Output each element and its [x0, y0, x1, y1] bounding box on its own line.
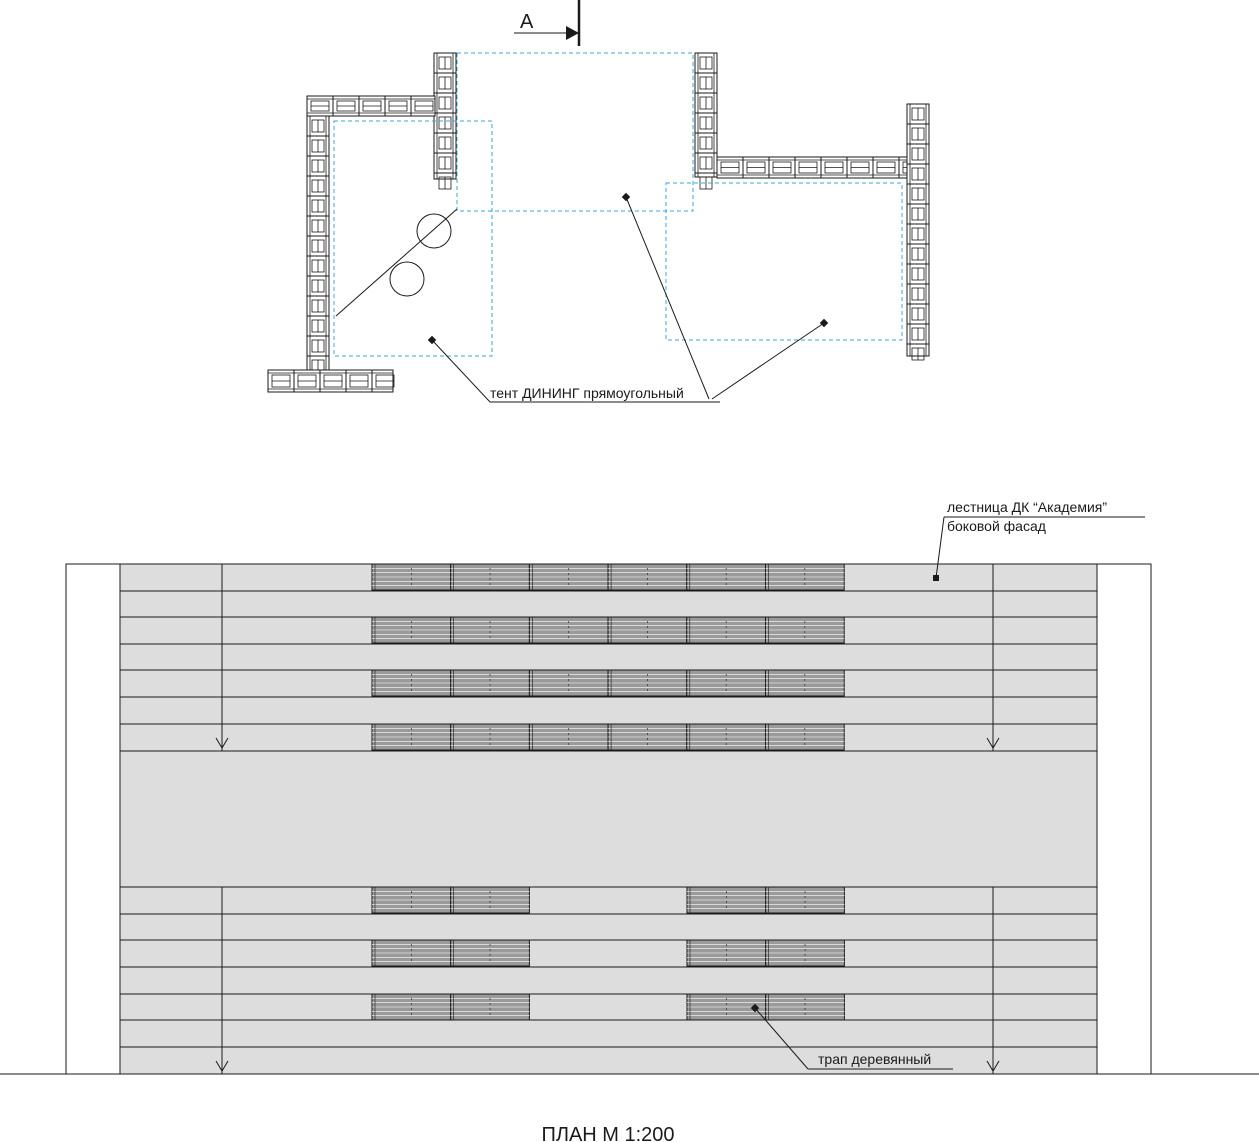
wooden-ramp-board	[687, 940, 766, 966]
wooden-ramp-board	[766, 670, 845, 696]
pallet-wall	[717, 157, 921, 178]
tent-label: тент ДИНИНГ прямоугольный	[490, 385, 684, 401]
wooden-ramp-board	[766, 724, 845, 750]
wooden-ramp-board	[372, 670, 451, 696]
pallet-wall	[695, 53, 717, 189]
table-circle	[390, 262, 424, 296]
wooden-ramp-board	[372, 617, 451, 643]
wooden-ramp-board	[529, 670, 608, 696]
plan-title: ПЛАН М 1:200	[541, 1124, 675, 1142]
pallet-wall	[907, 104, 929, 360]
tent-right	[666, 183, 902, 340]
stair-left-cheek	[66, 564, 120, 1074]
wooden-ramp-board	[529, 724, 608, 750]
wooden-ramp-board	[766, 564, 845, 590]
stair-label-line1: лестница ДК “Академия”	[947, 499, 1108, 515]
wooden-ramp-board	[372, 724, 451, 750]
pallet-wall	[307, 116, 329, 372]
tent-left	[334, 121, 492, 356]
ramp-label-text: трап деревянный	[818, 1051, 932, 1067]
wooden-ramp-board	[687, 564, 766, 590]
stair-plan	[66, 564, 1151, 1074]
wooden-ramp-board	[451, 994, 530, 1020]
wooden-ramp-board	[451, 670, 530, 696]
wooden-ramp-board	[529, 564, 608, 590]
wooden-ramp-board	[451, 617, 530, 643]
wooden-ramp-board	[608, 617, 687, 643]
stair-right-cheek	[1097, 564, 1151, 1074]
wooden-ramp-board	[451, 940, 530, 966]
wooden-ramp-board	[451, 724, 530, 750]
wooden-ramp-board	[608, 670, 687, 696]
wooden-ramp-board	[608, 724, 687, 750]
wooden-ramp-board	[372, 994, 451, 1020]
wooden-ramp-board	[451, 887, 530, 913]
pallet-walls	[268, 53, 929, 392]
wooden-ramp-board	[687, 670, 766, 696]
wooden-ramp-board	[372, 940, 451, 966]
wooden-ramp-board	[372, 564, 451, 590]
wooden-ramp-board	[687, 887, 766, 913]
stair-landing	[120, 751, 1097, 887]
pallet-wall	[434, 53, 456, 189]
pallet-wall	[268, 370, 394, 392]
wooden-ramp-board	[529, 617, 608, 643]
section-marker-letter: А	[520, 11, 534, 33]
section-marker-a	[514, 0, 579, 46]
leader-dots	[428, 193, 828, 344]
wooden-ramp-board	[766, 940, 845, 966]
wooden-ramp-board	[372, 887, 451, 913]
wooden-ramp-board	[687, 724, 766, 750]
wooden-ramp-board	[451, 564, 530, 590]
tent-plan	[268, 0, 929, 402]
wooden-ramp-board	[766, 994, 845, 1020]
tent-leaders	[432, 197, 824, 402]
wooden-ramp-board	[608, 564, 687, 590]
pallet-wall	[307, 96, 435, 116]
stair-label-line2: боковой фасад	[947, 518, 1046, 534]
wooden-ramp-board	[687, 617, 766, 643]
wooden-ramp-board	[766, 887, 845, 913]
wooden-ramp-board	[766, 617, 845, 643]
round-tables	[336, 209, 457, 316]
